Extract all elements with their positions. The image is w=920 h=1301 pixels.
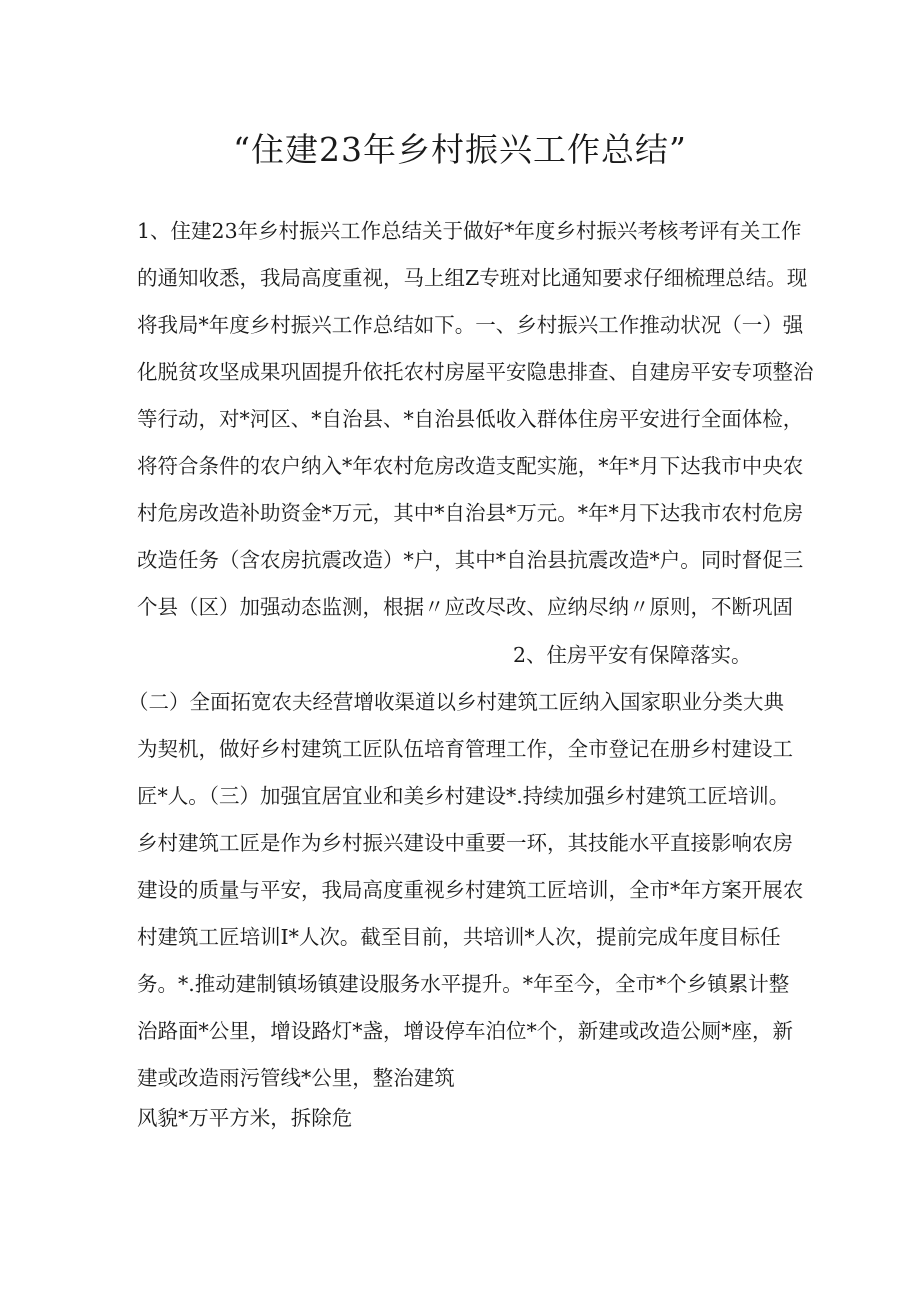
paragraph-line: 的通知收悉，我局高度重视，马上组Z专班对比通知要求仔细梳理总结。现 (137, 266, 808, 290)
section-heading: 2、住房平安有保障落实。 (513, 643, 752, 667)
paragraph-line: 将符合条件的农户纳入*年农村危房改造支配实施，*年*月下达我市中央农 (137, 454, 804, 478)
paragraph-line: 村建筑工匠培训I*人次。截至目前，共培训*人次，提前完成年度目标任 (137, 925, 781, 949)
paragraph-line: 化脱贫攻坚成果巩固提升依托农村房屋平安隐患排查、自建房平安专项整治 (137, 360, 814, 384)
paragraph-line: （二）全面拓宽农夫经营增收渠道以乡村建筑工匠纳入国家职业分类大典 (128, 690, 784, 714)
paragraph-line: 务。*.推动建制镇场镇建设服务水平提升。*年至今，全市*个乡镇累计整 (137, 972, 790, 996)
paragraph-line: 风貌*万平方米，拆除危 (137, 1106, 353, 1130)
paragraph-line: 建或改造雨污管线*公里，整治建筑 (137, 1066, 455, 1090)
paragraph-line: 1、住建23年乡村振兴工作总结关于做好*年度乡村振兴考核考评有关工作 (137, 219, 802, 243)
paragraph-line: 村危房改造补助资金*万元，其中*自治县*万元。*年*月下达我市农村危房 (137, 501, 804, 525)
paragraph-line: 为契机，做好乡村建筑工匠队伍培育管理工作，全市登记在册乡村建设工 (137, 737, 793, 761)
paragraph-line: 乡村建筑工匠是作为乡村振兴建设中重要一环，其技能水平直接影响农房 (137, 831, 793, 855)
paragraph-line: 治路面*公里，增设路灯*盏，增设停车泊位*个，新建或改造公厕*座，新 (137, 1019, 793, 1043)
paragraph-line: 个县（区）加强动态监测，根据〃应改尽改、应纳尽纳〃原则，不断巩固 (137, 595, 793, 619)
paragraph-line: 建设的质量与平安，我局高度重视乡村建筑工匠培训，全市*年方案开展农 (137, 878, 804, 902)
paragraph-line: 将我局*年度乡村振兴工作总结如下。一、乡村振兴工作推动状况（一）强 (137, 313, 804, 337)
document-title: “住建23年乡村振兴工作总结” (233, 130, 687, 169)
paragraph-line: 匠*人。（三）加强宜居宜业和美乡村建设*.持续加强乡村建筑工匠培训。 (137, 784, 790, 808)
paragraph-line: 改造任务（含农房抗震改造）*户，其中*自治县抗震改造*户。同时督促三 (137, 548, 804, 572)
paragraph-line: 等行动，对*河区、*自治县、*自治县低收入群体住房平安进行全面体检， (137, 407, 804, 431)
